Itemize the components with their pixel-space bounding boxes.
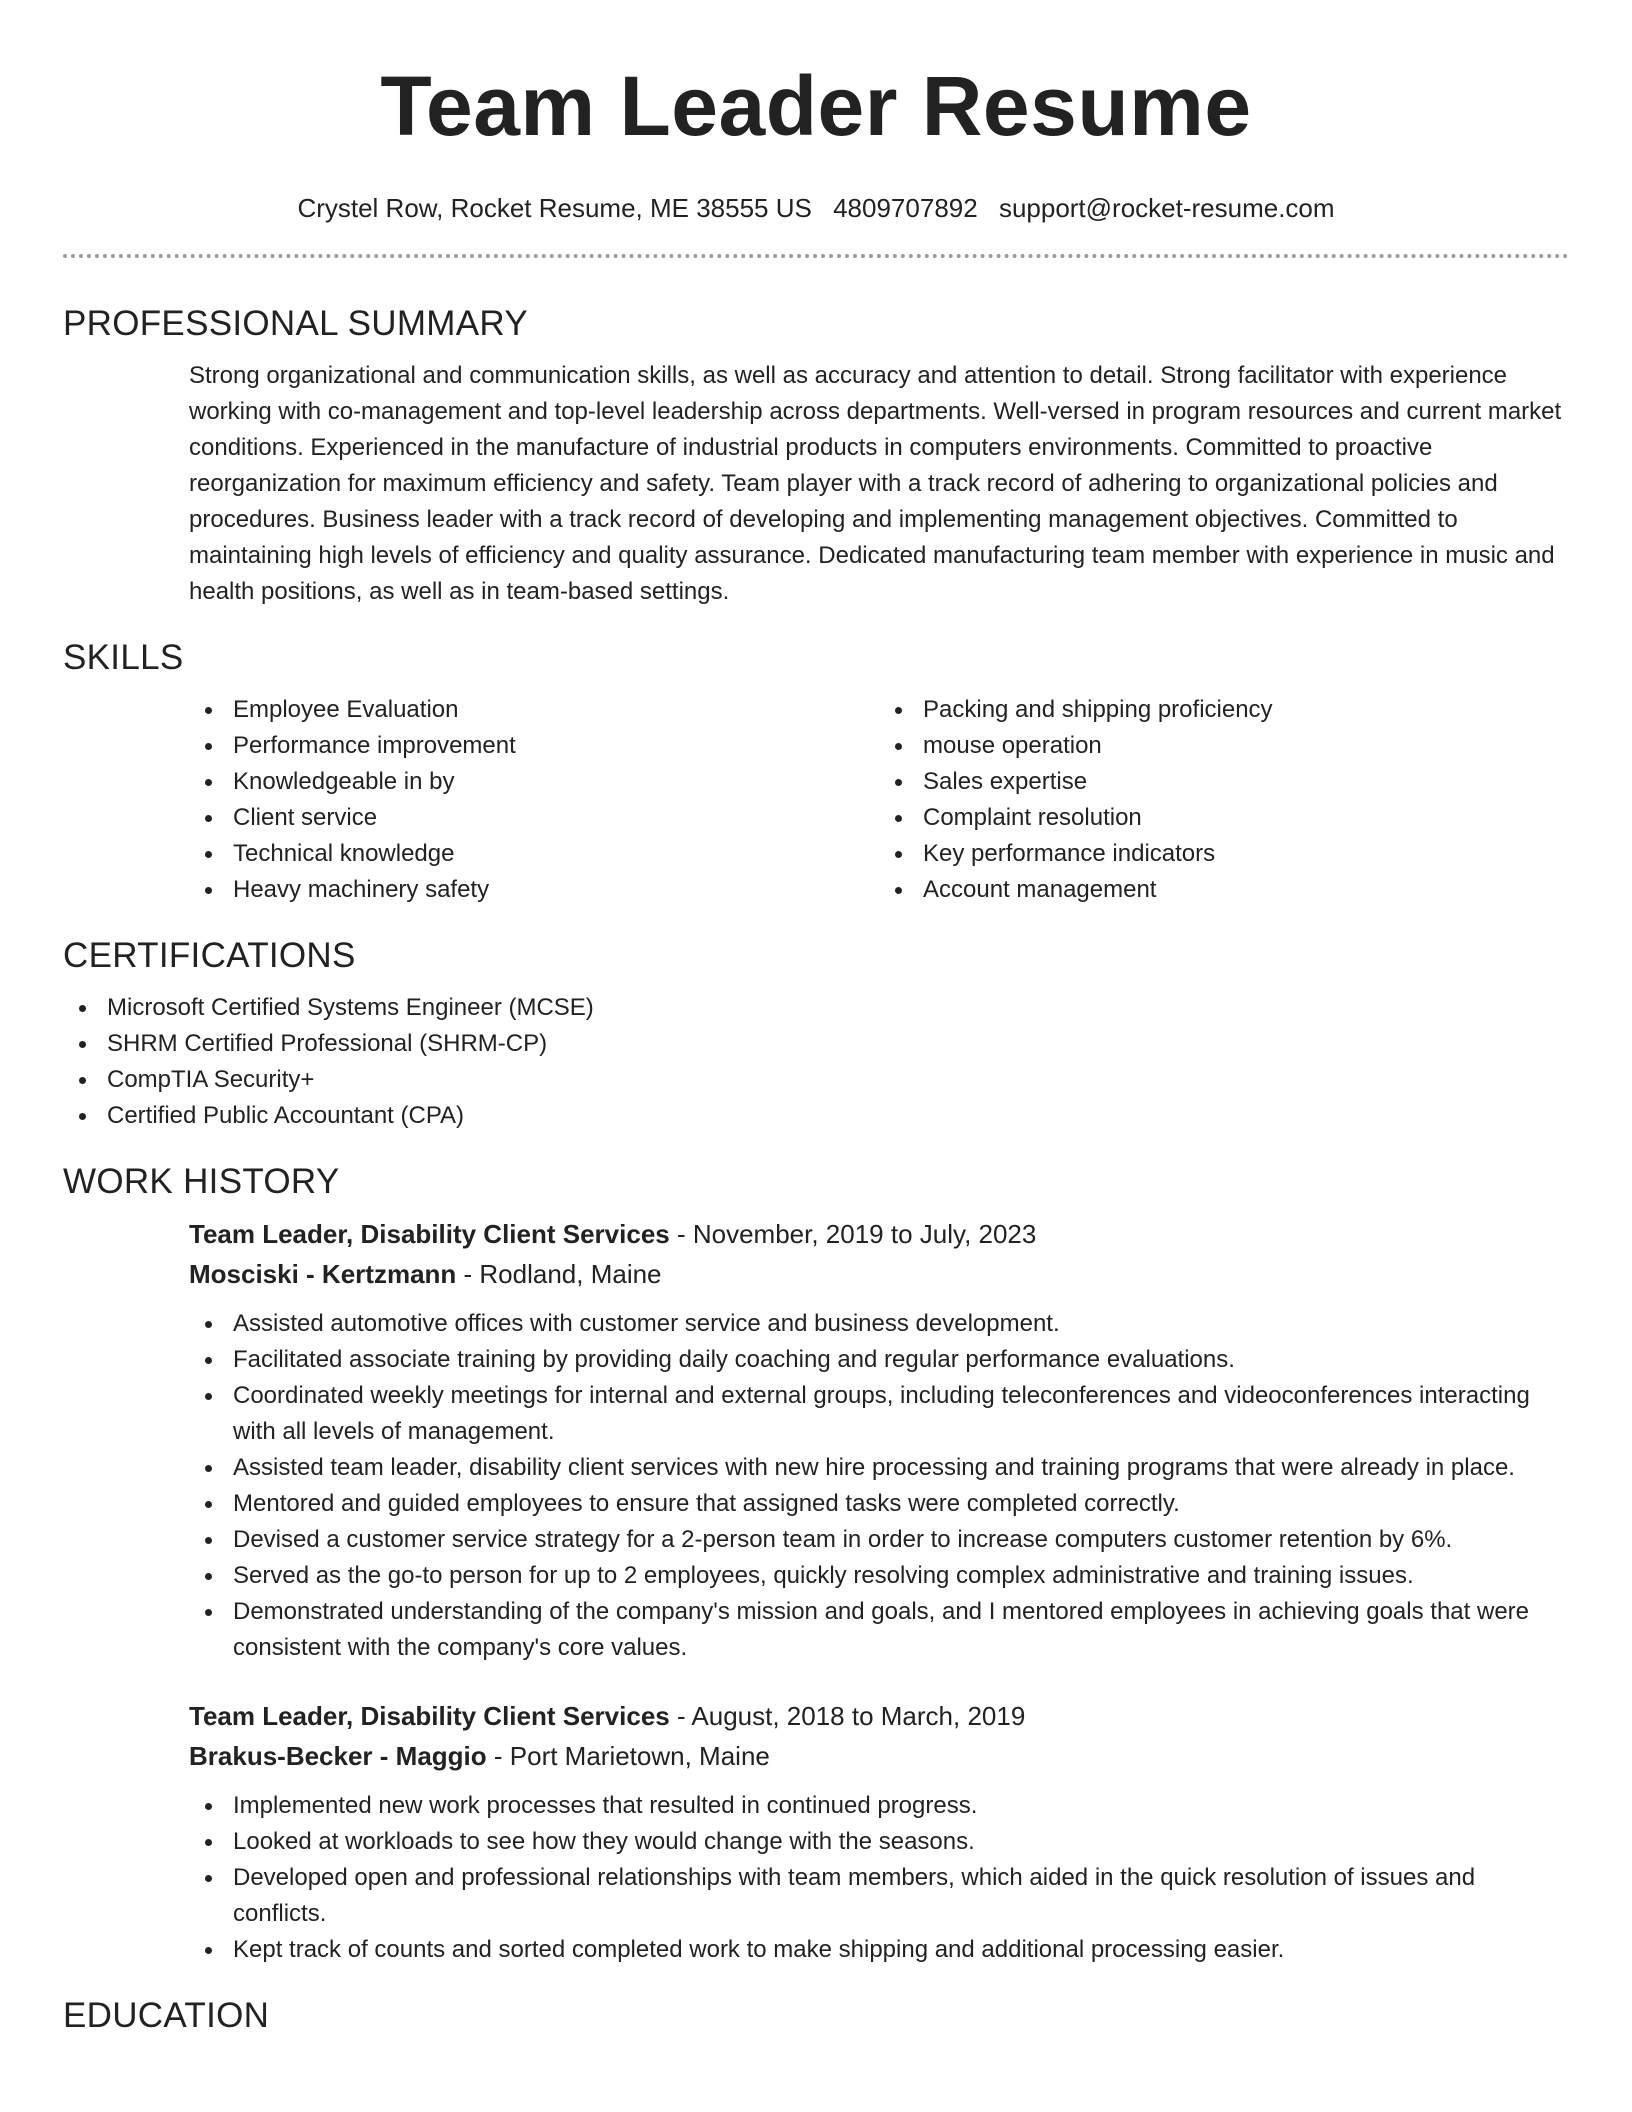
list-item: Employee Evaluation [189,692,879,728]
page-title: Team Leader Resume [380,59,1252,153]
list-item: Kept track of counts and sorted completed work to make shipping and additional processing easier. [189,1932,1569,1968]
list-item: Technical knowledge [189,836,879,872]
job-entry [189,1214,1569,1666]
certifications-list [63,990,1569,1134]
list-item: Account management [879,872,1569,908]
list-item: Client service [189,800,879,836]
skills-right-list [879,692,1569,908]
job-company-line [189,1736,1569,1776]
list-item: Served as the go-to person for up to 2 employees, quickly resolving complex administrative and training issues. [189,1558,1569,1594]
job-title-line [189,1696,1569,1736]
skills-section [63,636,1569,908]
job-title: Team Leader, Disability Client Services [189,1219,670,1249]
contact-address: Crystel Row, Rocket Resume, ME 38555 US [297,193,812,223]
summary-text: Strong organizational and communication skills, as well as accuracy and attention to detail. Strong facilitator with experience working with co-management and top-level leadership across departments. Well-versed in program resources and current market conditions. Experienced in the manufacture of industrial products in computers environments. Committed to proactive reorganization for maximum efficiency and safety. Team player with a track record of adhering to organizational policies and procedures. Business leader with a track record of developing and implementing management objectives. Committed to maintaining high levels of efficiency and quality assurance. Dedicated manufacturing team member with experience in music and health positions, as well as in team-based settings. [189,362,1562,605]
certifications-section [63,934,1569,1134]
list-item: SHRM Certified Professional (SHRM-CP) [63,1026,1569,1062]
list-item: Implemented new work processes that resulted in continued progress. [189,1788,1569,1824]
job-title-line [189,1214,1569,1254]
education-section [63,1994,1569,2038]
list-item: Packing and shipping proficiency [879,692,1569,728]
job-company: Brakus-Becker - Maggio [189,1741,487,1771]
contact-email: support@rocket-resume.com [998,193,1335,223]
list-item: Key performance indicators [879,836,1569,872]
list-item: Assisted team leader, disability client services with new hire processing and training programs that were already in place. [189,1450,1569,1486]
skills-left-list [189,692,879,908]
contact-line [0,192,1632,224]
list-item: Facilitated associate training by providing daily coaching and regular performance evaluations. [189,1342,1569,1378]
work-history-section [63,1160,1569,1968]
job-dates: - November, 2019 to July, 2023 [669,1219,1037,1249]
list-item: Mentored and guided employees to ensure that assigned tasks were completed correctly. [189,1486,1569,1522]
job-bullets [189,1788,1569,1968]
list-item: Devised a customer service strategy for a 2-person team in order to increase computers customer retention by 6%. [189,1522,1569,1558]
skills-grid [189,692,1569,908]
job-bullets [189,1306,1569,1666]
list-item: Certified Public Accountant (CPA) [63,1098,1569,1134]
list-item: CompTIA Security+ [63,1062,1569,1098]
summary-section [63,302,1569,610]
job-company-line [189,1254,1569,1294]
job-entry [189,1696,1569,1968]
work-history-heading: WORK HISTORY [63,1162,340,1201]
list-item: Knowledgeable in by [189,764,879,800]
list-item: Heavy machinery safety [189,872,879,908]
list-item: Complaint resolution [879,800,1569,836]
summary-heading: PROFESSIONAL SUMMARY [63,304,528,343]
list-item: mouse operation [879,728,1569,764]
list-item: Looked at workloads to see how they would change with the seasons. [189,1824,1569,1860]
job-location: - Rodland, Maine [456,1259,662,1289]
certifications-heading: CERTIFICATIONS [63,936,356,975]
list-item: Developed open and professional relationships with team members, which aided in the quick resolution of issues and conflicts. [189,1860,1569,1932]
list-item: Sales expertise [879,764,1569,800]
list-item: Performance improvement [189,728,879,764]
header-divider [63,254,1569,258]
list-item: Microsoft Certified Systems Engineer (MCSE) [63,990,1569,1026]
skills-heading: SKILLS [63,638,184,677]
job-company: Mosciski - Kertzmann [189,1259,457,1289]
job-location: - Port Marietown, Maine [486,1741,770,1771]
list-item: Coordinated weekly meetings for internal and external groups, including teleconferences and videoconferences interacting with all levels of management. [189,1378,1569,1450]
job-dates: - August, 2018 to March, 2019 [669,1701,1026,1731]
list-item: Demonstrated understanding of the company's mission and goals, and I mentored employees in achieving goals that were consistent with the company's core values. [189,1594,1569,1666]
list-item: Assisted automotive offices with customer service and business development. [189,1306,1569,1342]
contact-phone: 4809707892 [833,193,978,223]
job-title: Team Leader, Disability Client Services [189,1701,670,1731]
education-heading: EDUCATION [63,1996,270,2035]
